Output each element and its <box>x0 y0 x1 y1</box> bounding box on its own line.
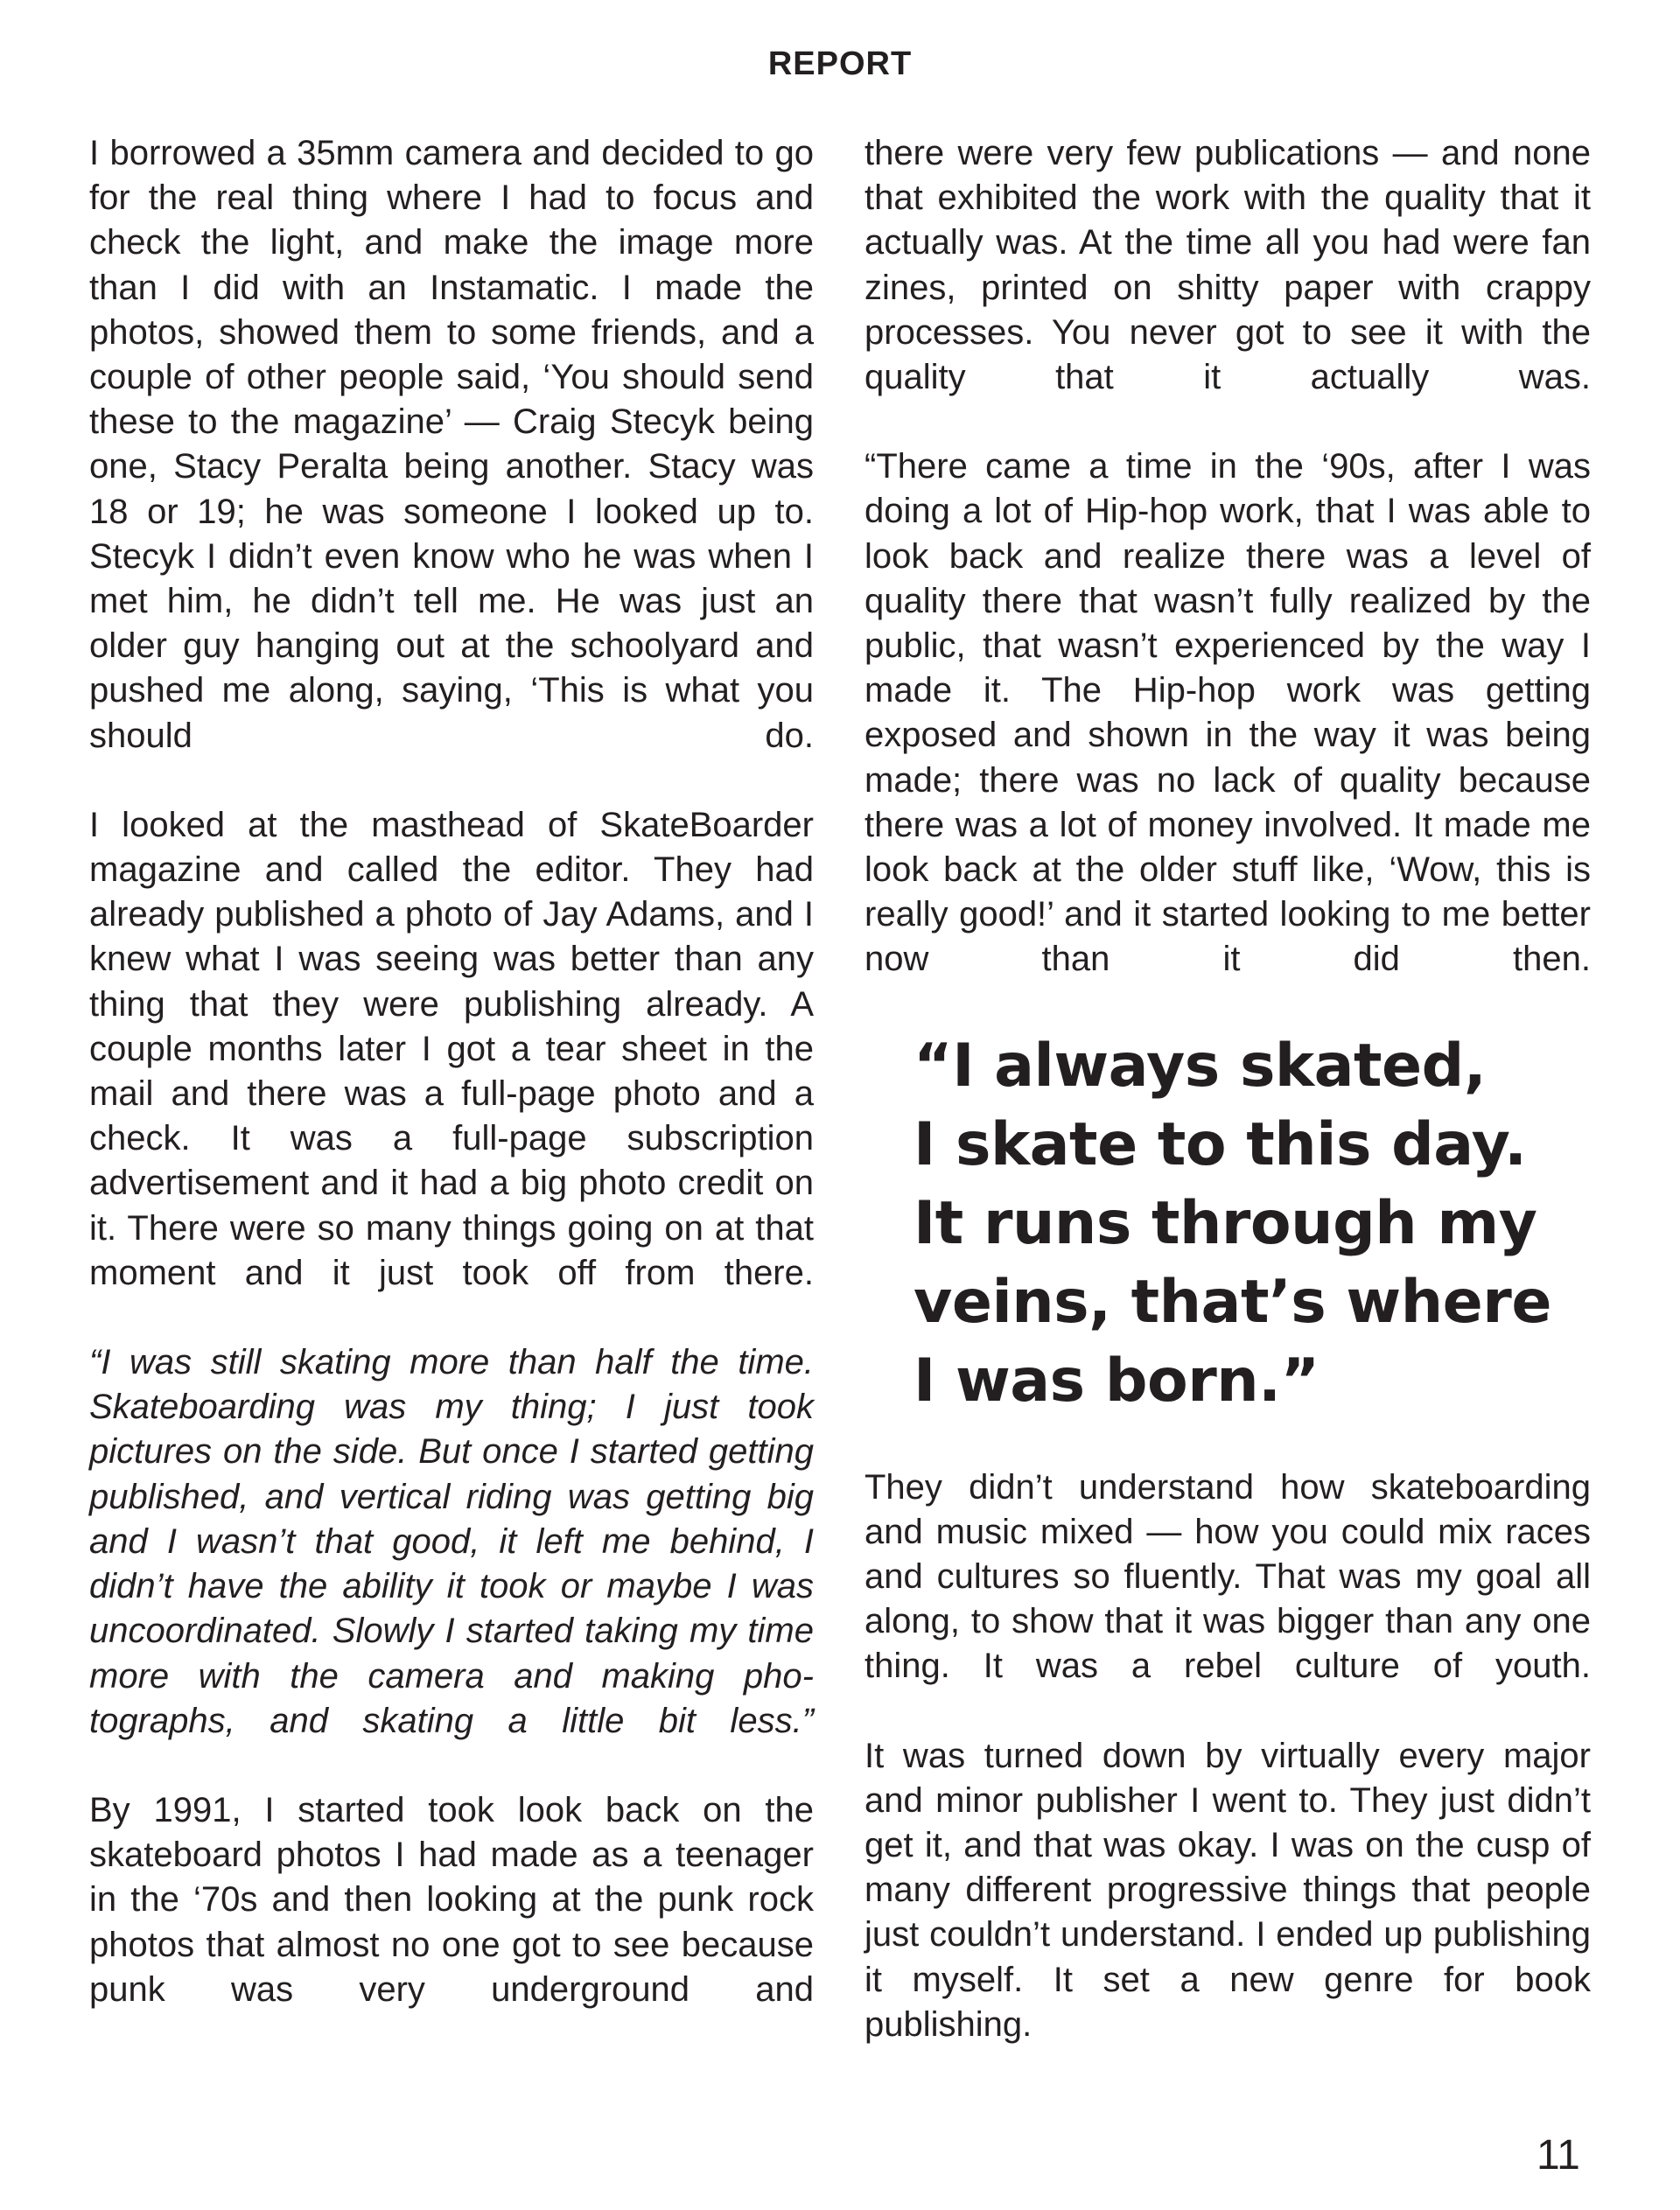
left-paragraph-4: By 1991, I started took look back on the skateboard photos I had made as a teenager in the ‘70s and then looking at the punk rock photos that almost no one got to see because punk was very underground and <box>89 1790 814 2009</box>
pull-quote-line: veins, that’s where <box>914 1267 1551 1337</box>
section-header: REPORT <box>767 45 913 82</box>
left-paragraph-3-quote: “I was still skating more than half the time. Skateboarding was my thing; I just took pictures on the side. But once I started getting published, and vertical riding was getting big and I wasn’t that good, it left me behind, I didn’t have the ability it took or maybe I was uncoordinated. Slowly I started taking my time more with the camera and making photographs, and skating a little bit less.” <box>89 1343 814 1740</box>
right-paragraph-1: there were very few publications — and none that exhibited the work with the quality that it actually was. At the time all you had were fan zines, printed on shitty paper with crappy processes. You never got to see it with the quality that it actually was. <box>864 134 1591 397</box>
page-number: 11 <box>1536 2132 1580 2179</box>
left-paragraph-1: I borrowed a 35mm camera and decided to go for the real thing where I had to focus and check the light, and make the image more than I did with an Instamatic. I made the photos, showed them to some friends, and a couple of other people said, ‘You should send these to the magazine’ — Craig Stecyk being one, Stacy Peralta being another. Stacy was 18 or 19; he was someone I looked up to. Stecyk I didn’t even know who he was when I met him, he didn’t tell me. He was just an older guy hanging out at the schoolyard and pushed me along, saying, ‘This is what you should do. <box>89 134 814 755</box>
left-column <box>89 131 814 2057</box>
right-column <box>864 131 1591 2092</box>
right-paragraph-2: “There came a time in the ‘90s, after I was doing a lot of Hip-hop work, that I was able to look back and realize there was a level of quality there that wasn’t fully realized by the public, that wasn’t experienced by the way I made it. The Hip-hop work was getting exposed and shown in the way it was being made; there was no lack of quality because there was a lot of money involved. It made me look back at the older stuff like, ‘Wow, this is really good!’ and it started looking to me better now than it did then. <box>864 447 1591 979</box>
pull-quote-line: “I always skated, <box>914 1031 1487 1101</box>
pull-quote <box>914 1027 1591 1421</box>
pull-quote-line: I skate to this day. <box>914 1109 1527 1179</box>
pull-quote-line: I was born.” <box>914 1346 1320 1416</box>
pull-quote-line: It runs through my <box>914 1188 1537 1258</box>
left-paragraph-2: I looked at the masthead of SkateBoarder magazine and called the editor. They had already published a photo of Jay Adams, and I knew what I was seeing was better than any thing that they were publishing already. A couple months later I got a tear sheet in the mail and there was a full-page photo and a check. It was a full-page subscription advertisement and it had a big photo credit on it. There were so many things going on at that moment and it just took off from there. <box>89 805 814 1292</box>
right-paragraph-3: They didn’t understand how skateboarding and music mixed — how you could mix races and cultures so fluently. That was my goal all along, to show that it was bigger than any one thing. It was a rebel culture of youth. <box>864 1467 1591 1686</box>
right-paragraph-4: It was turned down by virtually every major and minor publisher I went to. They just didn’t get it, and that was okay. I was on the cusp of many different progressive things that people just couldn’t understand. I ended up publishing it myself. It set a new genre for book publishing. <box>864 1736 1591 2044</box>
